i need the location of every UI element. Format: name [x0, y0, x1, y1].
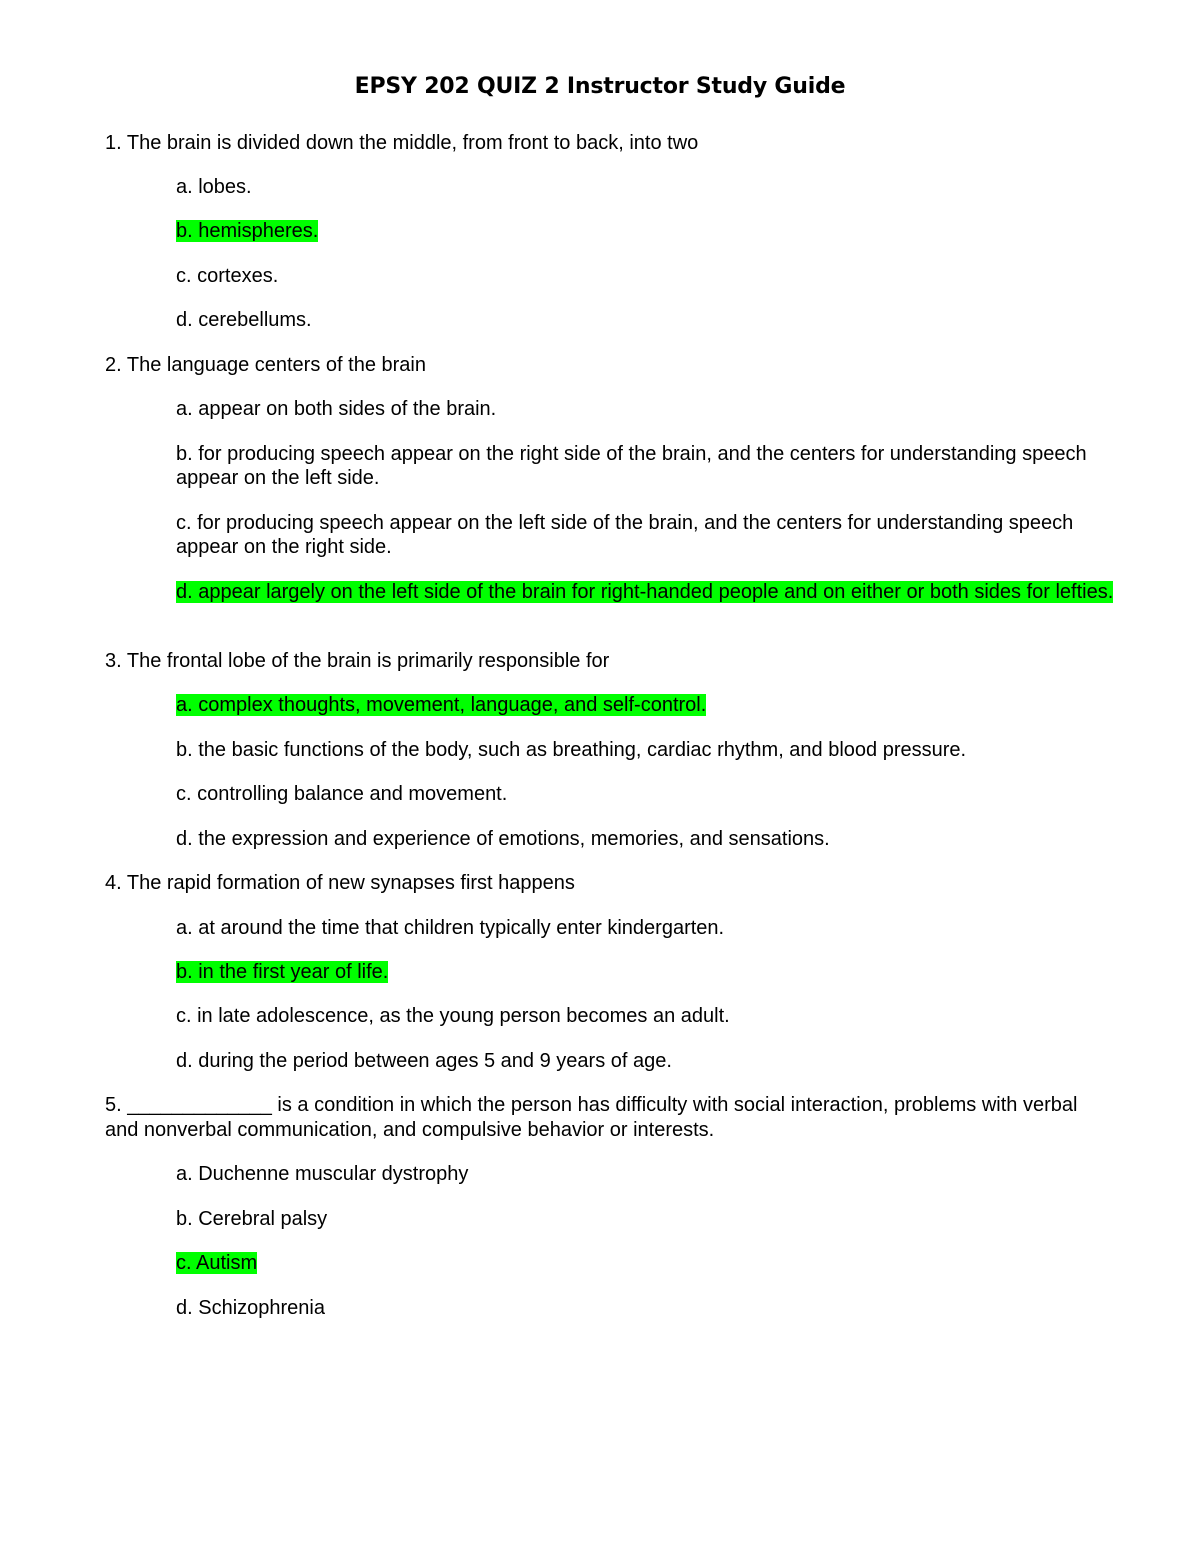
question-5-option-d — [176, 1296, 1126, 1320]
option-text: c. controlling balance and movement. — [176, 783, 508, 805]
question-2-option-c — [176, 511, 1126, 559]
option-text: d. cerebellums. — [176, 309, 312, 331]
question-3-stem: 3. The frontal lobe of the brain is primarily responsible for — [105, 650, 610, 672]
question-1-option-a — [176, 175, 1126, 199]
question-4-option-a — [176, 916, 1126, 940]
option-text: a. Duchenne muscular dystrophy — [176, 1163, 469, 1185]
question-5-option-b — [176, 1207, 1126, 1231]
correct-answer-highlight: d. appear largely on the left side of the brain for right-handed people and on either or both sides for lefties. — [176, 581, 1114, 603]
question-1-option-b — [176, 219, 1126, 243]
question-2-stem: 2. The language centers of the brain — [105, 354, 426, 376]
correct-answer-highlight: c. Autism — [176, 1252, 258, 1274]
option-text: b. the basic functions of the body, such as breathing, cardiac rhythm, and blood pressure. — [176, 739, 967, 761]
correct-answer-highlight: b. hemispheres. — [176, 220, 319, 242]
question-5-option-a — [176, 1162, 1126, 1186]
question-4-option-d — [176, 1049, 1126, 1073]
question-4-stem: 4. The rapid formation of new synapses first happens — [105, 872, 575, 894]
question-2-option-d — [176, 580, 1126, 604]
option-text: d. the expression and experience of emotions, memories, and sensations. — [176, 828, 830, 850]
question-1-stem: 1. The brain is divided down the middle, from front to back, into two — [105, 132, 699, 154]
document-title: EPSY 202 QUIZ 2 Instructor Study Guide — [354, 74, 846, 99]
option-text: a. lobes. — [176, 176, 252, 198]
correct-answer-highlight: b. in the first year of life. — [176, 961, 389, 983]
option-text: d. during the period between ages 5 and 9 years of age. — [176, 1050, 672, 1072]
question-1-option-c — [176, 264, 1126, 288]
question-2-option-b — [176, 442, 1126, 490]
option-text: a. at around the time that children typically enter kindergarten. — [176, 917, 725, 939]
option-text: c. for producing speech appear on the left side of the brain, and the centers for understanding speech appear on the right side. — [176, 512, 1074, 558]
option-text: d. Schizophrenia — [176, 1297, 325, 1319]
question-5-option-c — [176, 1251, 1126, 1275]
question-3-option-c — [176, 782, 1126, 806]
question-3-option-b — [176, 738, 1126, 762]
correct-answer-highlight: a. complex thoughts, movement, language, and self-control. — [176, 694, 707, 716]
option-text: b. for producing speech appear on the right side of the brain, and the centers for understanding speech appear on the left side. — [176, 443, 1087, 489]
question-5-stem: 5. _____________ is a condition in which the person has difficulty with social interaction, problems with verbal and nonverbal communication, and compulsive behavior or interests. — [105, 1094, 1078, 1141]
option-text: c. cortexes. — [176, 265, 279, 287]
question-2-option-a — [176, 397, 1126, 421]
option-text: a. appear on both sides of the brain. — [176, 398, 497, 420]
question-4-option-c — [176, 1004, 1126, 1028]
question-3-option-a — [176, 693, 1126, 717]
option-text: c. in late adolescence, as the young person becomes an adult. — [176, 1005, 730, 1027]
question-3-option-d — [176, 827, 1126, 851]
question-4-option-b — [176, 960, 1126, 984]
question-1-option-d — [176, 308, 1126, 332]
option-text: b. Cerebral palsy — [176, 1208, 328, 1230]
